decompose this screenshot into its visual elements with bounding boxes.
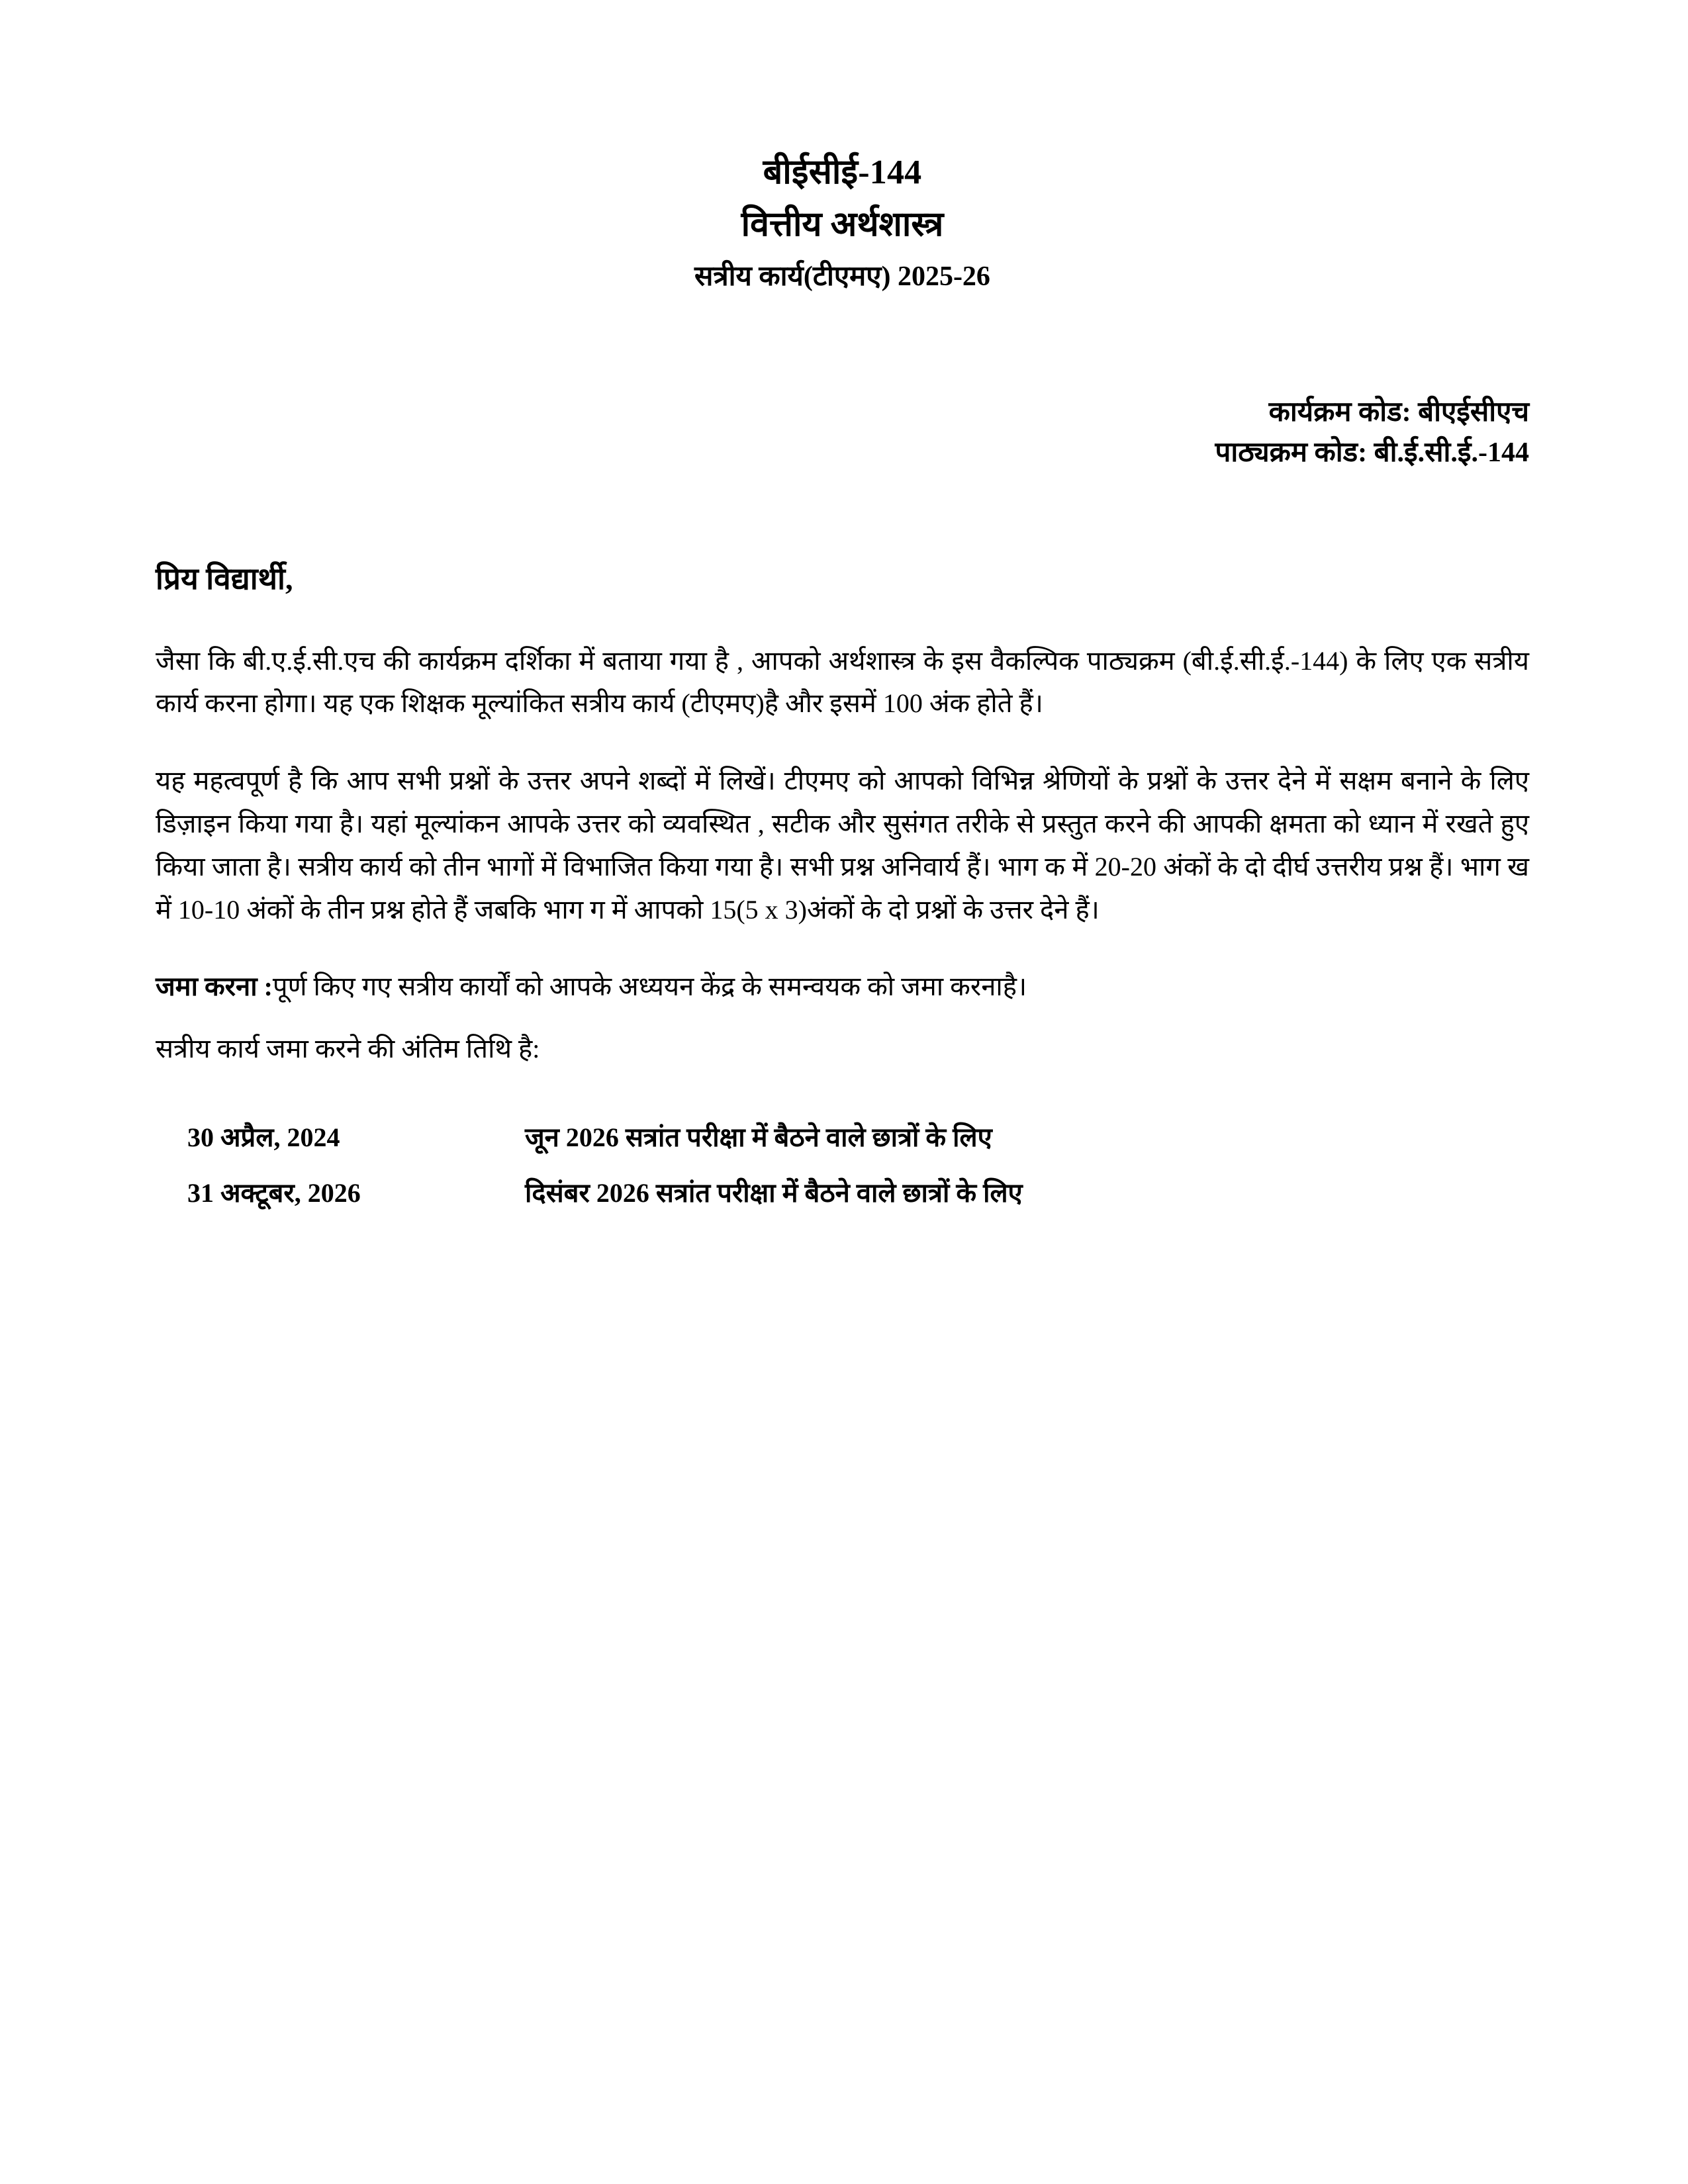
deadline-date: 31 अक्टूबर, 2026 — [187, 1178, 361, 1208]
submission-label: जमा करना : — [156, 972, 273, 1002]
course-code-heading: बीईसीई-144 — [763, 154, 922, 191]
paragraph-intro: जैसा कि बी.ए.ई.सी.एच की कार्यक्रम दर्शिका में बताया गया है , आपको अर्थशास्त्र के इस वैकल्पिक पाठ्यक्रम (बी.ई.सी.ई.-144) के लिए एक सत्रीय कार्य करना होगा। यह एक शिक्षक मूल्यांकित सत्रीय कार्य (टीएमए)है और इसमें 100 अंक होते हैं। — [156, 645, 1529, 719]
session-heading: सत्रीय कार्य(टीएमए) 2025-26 — [694, 261, 990, 292]
subject-heading: वित्तीय अर्थशास्त्र — [741, 206, 944, 244]
code-block — [156, 392, 1529, 473]
deadline-description: दिसंबर 2026 सत्रांत परीक्षा में बैठने वाले छात्रों के लिए — [525, 1178, 1023, 1208]
title-block — [156, 152, 1529, 293]
table-row — [187, 1111, 1023, 1167]
deadline-date: 30 अप्रैल, 2024 — [187, 1122, 340, 1153]
programme-code-line: कार्यक्रम कोड: बीएईसीएच — [1268, 397, 1529, 428]
paragraph-instructions: यह महत्वपूर्ण है कि आप सभी प्रश्नों के उत्तर अपने शब्दों में लिखें। टीएमए को आपको विभिन्न श्रेणियों के प्रश्नों के उत्तर देने में सक्षम बनाने के लिए डिज़ाइन किया गया है। यहां मूल्यांकन आपके उत्तर को व्यवस्थित , सटीक और सुसंगत तरीके से प्रस्तुत करने की आपकी क्षमता को ध्यान में रखते हुए किया जाता है। सत्रीय कार्य को तीन भागों में विभाजित किया गया है। सभी प्रश्न अनिवार्य हैं। भाग क में 20-20 अंकों के दो दीर्घ उत्तरीय प्रश्न हैं। भाग ख में 10-10 अंकों के तीन प्रश्न होते हैं जबकि भाग ग में आपको 15(5 x 3)अंकों के दो प्रश्नों के उत्तर देने हैं। — [156, 766, 1529, 925]
deadline-table — [187, 1111, 1023, 1222]
table-row — [187, 1167, 1023, 1222]
salutation: प्रिय विद्यार्थी, — [156, 561, 293, 596]
course-code-line: पाठ्यक्रम कोड: बी.ई.सी.ई.-144 — [1215, 437, 1529, 468]
submission-line — [156, 966, 1529, 1008]
deadline-description: जून 2026 सत्रांत परीक्षा में बैठने वाले छात्रों के लिए — [525, 1122, 992, 1153]
deadline-intro: सत्रीय कार्य जमा करने की अंतिम तिथि है: — [156, 1034, 540, 1064]
submission-text: पूर्ण किए गए सत्रीय कार्यों को आपके अध्ययन केंद्र के समन्वयक को जमा करनाहै। — [272, 972, 1027, 1002]
